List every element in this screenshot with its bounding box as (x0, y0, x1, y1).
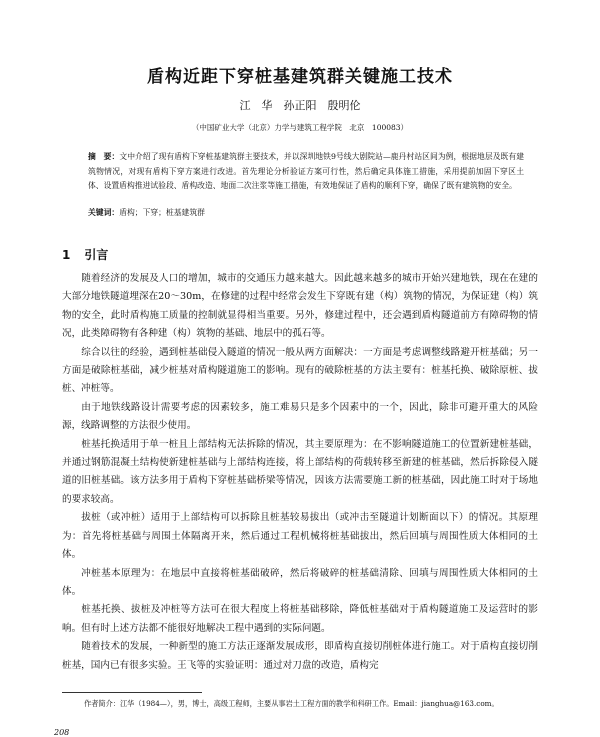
footnote: 作者简介：江华（1984—），男，博士，高级工程师，主要从事岩土工程方面的教学和科研工作。Email：jianghua@163.com。 (84, 699, 499, 708)
paragraph: 随着技术的发展，一种新型的施工方法正逐渐发展成形，即盾构直接切削桩体进行施工。对于盾构直接切削桩基，国内已有很多实验。王飞等的实验证明：通过对刀盘的改造，盾构完 (62, 641, 538, 671)
section-number: 1 (62, 248, 71, 262)
abstract (88, 150, 524, 194)
body-text (62, 270, 538, 675)
paragraph: 桩基托换、拔桩及冲桩等方法可在很大程度上将桩基础移除，降低桩基础对于盾构隧道施工及运营时的影响。但有时上述方法都不能很好地解决工程中遇到的实际问题。 (62, 604, 538, 634)
paragraph: 桩基托换适用于单一桩且上部结构无法拆除的情况，其主要原理为：在不影响隧道施工的位置新建桩基础，并通过钢筋混凝土结构使新建桩基础与上部结构连接，将上部结构的荷载转移至新建的桩基础，然后拆除侵入隧道的旧桩基础。该方法多用于盾构下穿桩基础桥梁等情况，因该方法需要施工新的桩基础，因此施工时对于场地的要求较高。 (62, 438, 538, 505)
paper-authors: 江 华 孙正阳 殷明伦 (239, 99, 361, 112)
paragraph: 拔桩（或冲桩）适用于上部结构可以拆除且桩基较易拔出（或冲击至隧道计划断面以下）的情况。其原理为：首先将桩基础与周围土体隔离开来，然后通过工程机械将桩基础拔出，然后回填与周围性质大体相同的土体。 (62, 512, 538, 561)
paragraph: 由于地铁线路设计需要考虑的因素较多，施工难易只是多个因素中的一个，因此，除非可避开重大的风险源，线路调整的方法很少使用。 (62, 401, 538, 432)
page-number: 208 (54, 728, 70, 737)
abstract-label: 摘 要： (88, 152, 120, 161)
keywords (88, 207, 524, 219)
section-heading (62, 246, 108, 263)
abstract-text: 文中介绍了现有盾构下穿桩基建筑群主要技术，并以深圳地铁9号线大剧院站—鹿丹村站区间为例，根据地层及既有建筑物情况，对现有盾构下穿方案进行改进。首先理论分析验证方案可行性，然后确定具体施工措施，采用提前加固下穿区土体、设置盾构推进试验段、盾构改造、地面二次注浆等施工措施，有效地保证了盾构的顺利下穿，确保了既有建筑物的安全。 (88, 152, 524, 190)
keywords-text: 盾构；下穿；桩基建筑群 (119, 208, 205, 217)
footnote-divider (62, 692, 202, 693)
paragraph: 冲桩基本原理为：在地层中直接将桩基础破碎，然后将破碎的桩基础清除、回填与周围性质大体相同的土体。 (62, 567, 538, 597)
paper-title: 盾构近距下穿桩基建筑群关键施工技术 (147, 67, 453, 87)
paper-affiliation: （中国矿业大学（北京）力学与建筑工程学院 北京 100083） (191, 123, 409, 132)
keywords-label: 关键词： (88, 208, 120, 217)
paragraph: 随着经济的发展及人口的增加，城市的交通压力越来越大。因此越来越多的城市开始兴建地铁，现在在建的大部分地铁隧道埋深在20～30m，在修建的过程中经常会发生下穿既有建（构）筑物的情况，为保证建（构）筑物的安全，此时盾构施工质量的控制就显得相当重要。另外，修建过程中，还会遇到盾构隧道前方有障碍物的情况，此类障碍物有各种建（构）筑物的基础、地层中的孤石等。 (62, 273, 538, 340)
section-title: 引言 (84, 248, 109, 262)
paragraph: 综合以往的经验，遇到桩基础侵入隧道的情况一般从两方面解决：一方面是考虑调整线路避开桩基础；另一方面是破除桩基础，减少桩基对盾构隧道施工的影响。现有的破除桩基的方法主要有：桩基托换、破除原桩、拔桩、冲桩等。 (62, 346, 538, 395)
